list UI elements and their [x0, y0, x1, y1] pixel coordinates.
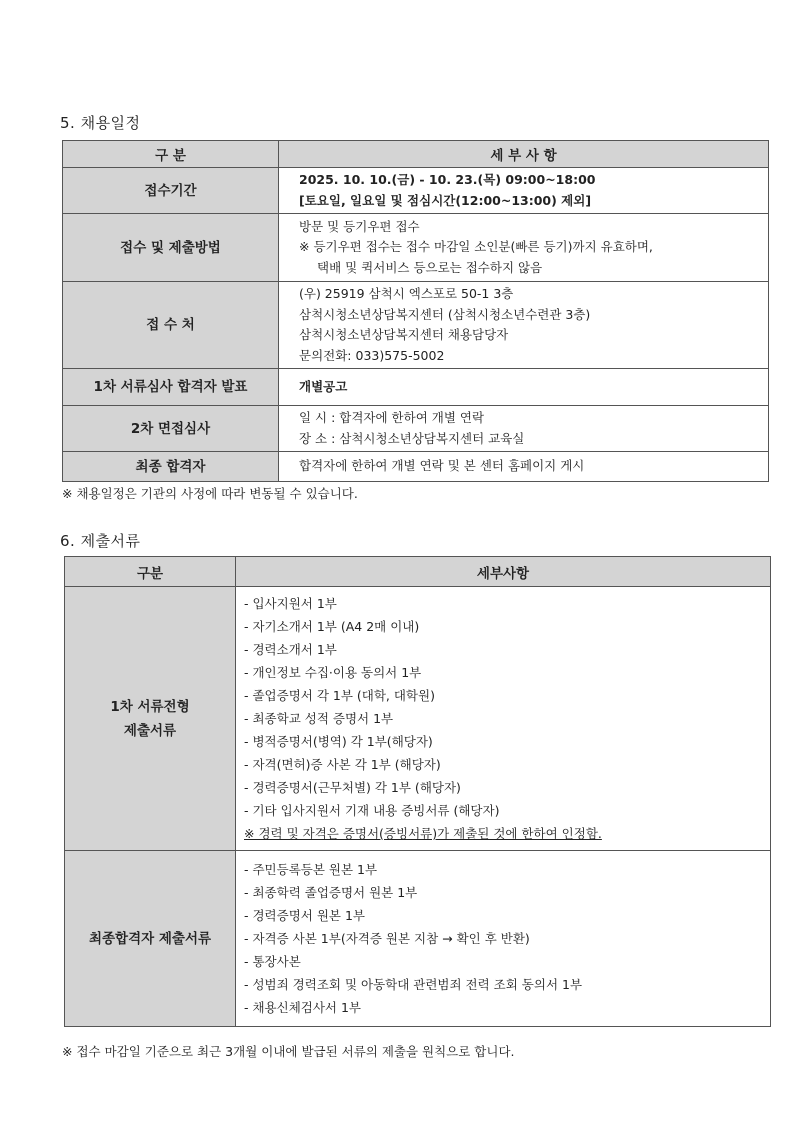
schedule-row-location: [63, 282, 769, 369]
first-stage-item: - 졸업증명서 각 1부 (대학, 대학원): [244, 688, 435, 703]
documents-header-category: 구분: [65, 557, 236, 587]
schedule-header-row: [63, 141, 769, 168]
final-line-1: 합격자에 한하여 개별 연락 및 본 센터 홈페이지 게시: [299, 458, 585, 474]
documents-row-final: [65, 851, 771, 1027]
period-label: 접수기간: [63, 168, 279, 214]
interview-line-1: 일 시 : 합격자에 한하여 개별 연락: [299, 410, 485, 425]
method-line-2: ※ 등기우편 접수는 접수 마감일 소인분(빠른 등기)까지 유효하며,: [299, 239, 653, 255]
final-docs-item: - 채용신체검사서 1부: [244, 1000, 362, 1015]
first-result-label: 1차 서류심사 합격자 발표: [63, 369, 279, 406]
final-docs-label: 최종합격자 제출서류: [65, 851, 236, 1027]
documents-row-first: [65, 587, 771, 851]
first-stage-item: - 입사지원서 1부: [244, 596, 337, 611]
first-stage-label-line-2: 제출서류: [123, 722, 177, 739]
schedule-header-details: 세 부 사 항: [279, 141, 769, 168]
period-details: [279, 168, 769, 214]
first-stage-label-line-1: 1차 서류전형: [110, 698, 190, 715]
first-stage-item: - 경력증명서(근무처별) 각 1부 (해당자): [244, 780, 461, 795]
final-docs-item: - 주민등록등본 원본 1부: [244, 862, 378, 877]
schedule-header-category: 구 분: [63, 141, 279, 168]
interview-label: 2차 면접심사: [63, 406, 279, 452]
documents-note: ※ 접수 마감일 기준으로 최근 3개월 이내에 발급된 서류의 제출을 원칙으로 합니다.: [62, 1044, 515, 1059]
first-stage-item: - 기타 입사지원서 기재 내용 증빙서류 (해당자): [244, 803, 500, 818]
first-stage-items: [236, 587, 771, 851]
first-stage-item: - 자격(면허)증 사본 각 1부 (해당자): [244, 757, 441, 772]
schedule-row-period: [63, 168, 769, 214]
method-line-3: 택배 및 퀵서비스 등으로는 접수하지 않음: [317, 259, 543, 275]
documents-table: [64, 556, 771, 1027]
first-stage-item: - 개인정보 수집·이용 동의서 1부: [244, 665, 422, 680]
section6-title: 6. 제출서류: [60, 532, 141, 550]
location-line-3: 삼척시청소년상담복지센터 채용담당자: [299, 327, 509, 342]
first-stage-note: ※ 경력 및 자격은 증명서(증빙서류)가 제출된 것에 한하여 인정함.: [244, 826, 602, 841]
method-details: [279, 214, 769, 282]
schedule-row-interview: [63, 406, 769, 452]
method-label: 접수 및 제출방법: [63, 214, 279, 282]
final-docs-items: [236, 851, 771, 1027]
final-label: 최종 합격자: [63, 452, 279, 482]
interview-line-2: 장 소 : 삼척시청소년상담복지센터 교육실: [299, 430, 525, 446]
location-label: 접 수 처: [63, 282, 279, 369]
schedule-row-method: [63, 214, 769, 282]
final-details: [279, 452, 769, 482]
first-result-line-1: 개별공고: [299, 378, 348, 394]
location-line-4: 문의전화: 033)575-5002: [299, 347, 445, 363]
first-stage-item: - 경력소개서 1부: [244, 642, 337, 657]
final-docs-item: - 통장사본: [244, 954, 301, 969]
section5-title: 5. 채용일정: [60, 114, 141, 132]
first-result-details: [279, 369, 769, 406]
final-docs-item: - 성범죄 경력조회 및 아동학대 관련범죄 전력 조회 동의서 1부: [244, 977, 583, 992]
schedule-note: ※ 채용일정은 기관의 사정에 따라 변동될 수 있습니다.: [62, 486, 358, 501]
final-docs-item: - 자격증 사본 1부(자격증 원본 지참 → 확인 후 반환): [244, 931, 530, 946]
schedule-row-first-result: [63, 369, 769, 406]
location-details: [279, 282, 769, 369]
location-line-1: (우) 25919 삼척시 엑스포로 50-1 3층: [299, 286, 514, 301]
location-line-2: 삼척시청소년상담복지센터 (삼척시청소년수련관 3층): [299, 306, 591, 322]
final-docs-item: - 최종학력 졸업증명서 원본 1부: [244, 885, 418, 900]
documents-header-row: [65, 557, 771, 587]
first-stage-item: - 자기소개서 1부 (A4 2매 이내): [244, 619, 420, 634]
final-docs-item: - 경력증명서 원본 1부: [244, 908, 365, 923]
period-line-1: 2025. 10. 10.(금) - 10. 23.(목) 09:00~18:00: [299, 172, 596, 187]
documents-header-details: 세부사항: [236, 557, 771, 587]
first-stage-item: - 최종학교 성적 증명서 1부: [244, 711, 394, 726]
schedule-table: [62, 140, 769, 482]
schedule-row-final: [63, 452, 769, 482]
interview-details: [279, 406, 769, 452]
first-stage-item: - 병적증명서(병역) 각 1부(해당자): [244, 734, 433, 749]
period-line-2: [토요일, 일요일 및 점심시간(12:00~13:00) 제외]: [299, 192, 592, 208]
method-line-1: 방문 및 등기우편 접수: [299, 218, 420, 234]
first-stage-label: [65, 587, 236, 851]
